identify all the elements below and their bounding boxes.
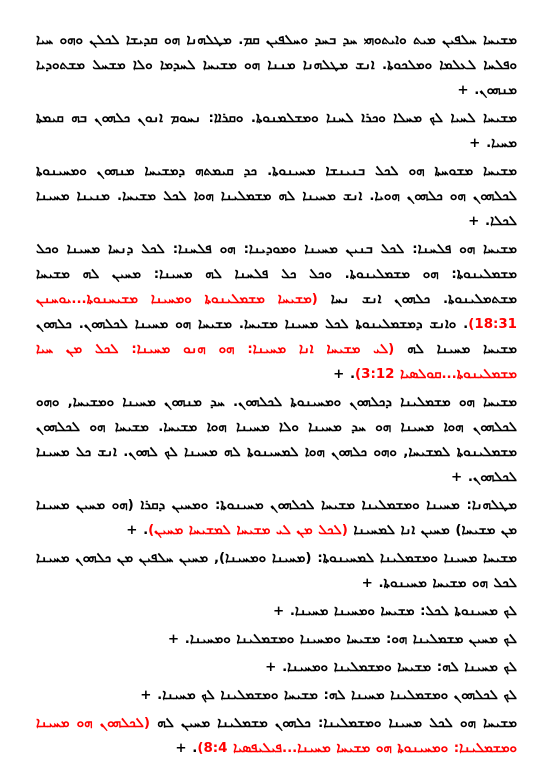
bullet-icon: +: [167, 632, 185, 647]
paragraph: [36, 627, 517, 652]
paragraph-text: ܠܟ ܡܚܝܢܘܬܐ ܠܟܠ: ܡܫܝܚܐ ܘܡܚܝܢܐ ܡܚܝܢܐ.: [289, 604, 517, 619]
paragraph-text: ܡܫܝܚܐ ܚܠܦܝܢ ܡܝܬ ܘܐܝܬܘܗܝ ܚܕ ܒܚܕ ܘܚܠܦܝܢ ܩܡ. ܡܛܠܗܢܐ ܗܘ ܩܕܝܫܐ ܠܟܠܢ ܘܗܘ ܚܝܐ ܘܦܠܚܐ ܠܥܠܡܐ ܘܡܠܟܘܬܐ. ܐܢܫ ܡܛܠܗܢܐ ܡܢܢܐ ܗܘ ܡܫܝܚܐ ܠܚܕܡܐ ܘܠܐ ܡܫܚܠ ܡܫܬܘܕܝܐ ܡܢܗܘܢ.: [36, 33, 517, 98]
scripture-reference: (ܡܫܝܚܐ ܡܫܡܠܝܢܘܬܐ ܘܡܚܝܢܐ ܡܫܝܚܢܘܬܐ...ܝܘܚܢܢ 18:31): [36, 292, 517, 332]
paragraph: [36, 28, 517, 103]
paragraph: [36, 683, 517, 708]
paragraph: [36, 159, 517, 234]
paragraph: [36, 106, 517, 156]
paragraph: [36, 599, 517, 624]
bullet-icon: +: [468, 214, 485, 229]
scripture-reference: (ܠܟܠܗܘܢ ܗܘ ܡܚܝܢܐ ܘܡܫܡܠܝܢܐ: ܘܡܚܝܢܘܬܐ ܗܘ ܡܫܝܚܐ ܡܚܝܢܐ...ܦܝܠܝܦܣܝܐ 8:4): [36, 716, 517, 756]
paragraph-text: .: [143, 523, 149, 538]
paragraph: [36, 546, 517, 596]
paragraph-text: ܡܫܝܚܐ ܗܘ ܡܫܡܠܝܢܐ ܕܟܠܗܘܢ ܘܡܚܝܢܘܬܐ ܠܟܠܗܘܢ. ܚܕ ܡܢܗܘܢ ܡܚܝܢܐ ܘܡܫܝܚܐ, ܘܗܘ ܠܟܠܗܘܢ ܗܘܐ ܡܚܝܢܐ ܗܘ ܚܕ ܡܚܝܢܐ ܘܠܐ ܡܚܝܢܐ ܗܘܐ ܡܫܝܚܐ. ܡܫܝܚܐ ܗܘ ܠܟܠܗܘܢ ܡܫܡܠܝܢܘܬܐ ܠܡܫܝܚܐ, ܘܗܘ ܟܠܗܘܢ ܗܘܐ ܠܡܚܝܢܘܬܐ ܠܗ ܡܚܝܢܐ ܠܟ ܠܗܘܢ. ܐܢܫ ܟܠ ܡܚܝܢܐ ܠܟܠܗܘܢ.: [36, 395, 517, 485]
paragraph-text: ܠܟ ܡܚܝܢܐ ܠܗ: ܡܫܝܚܐ ܘܡܫܡܠܝܢܐ ܘܡܚܝܢܐ.: [282, 660, 517, 675]
paragraph-text: .: [349, 367, 356, 382]
paragraph-text: ܠܟ ܠܟܠܗܘܢ ܘܡܫܡܠܝܢܐ ܡܚܝܢܐ ܠܗ: ܡܫܝܚܐ ܘܡܫܡܠܝܢܐ ܠܟ ܡܚܝܢܐ.: [157, 688, 517, 703]
paragraph-text: ܡܫܝܚܐ ܗܘ ܠܟܠ ܡܚܝܢܐ ܘܡܫܡܠܝܢܐ: ܟܠܗܘܢ ܡܫܡܠܝܢܐ ܡܚܝܢ ܠܗ: [149, 716, 518, 731]
scripture-reference: (ܠܟܠ ܡܢ ܠܝ ܡܫܝܚܐ ܠܡܫܝܚܐ ܡܚܝܢ): [148, 523, 348, 538]
bullet-icon: +: [272, 604, 290, 619]
paragraph: [36, 711, 517, 761]
paragraph-text: ܡܫܝܚܐ ܡܫܘܚܬܐ ܗܘ ܠܟܠ ܒܢܝܢܫܐ ܡܚܝܢܘܬܐ. ܟܕ ܩܝܡܬܗ ܕܡܫܝܚܐ ܡܢܗܘܢ ܘܡܚܝܢܘܬܐ ܠܟܠܗܘܢ ܗܘ ܟܠܗܘܢ ܗܘܝܐ. ܐܢܫ ܡܚܝܢܐ ܠܗ ܡܫܡܠܝܢܐ ܗܘܐ ܠܟܠ ܡܫܝܚܐ. ܡܢܝܢܐ ܡܚܝܢܐ ܠܟܠܐ.: [36, 164, 517, 229]
document-body: [36, 28, 517, 761]
bullet-icon: +: [126, 523, 144, 538]
bullet-icon: +: [140, 688, 158, 703]
bullet-icon: +: [265, 660, 283, 675]
bullet-icon: +: [333, 367, 350, 382]
paragraph-text: ܡܫܝܚܐ ܠܚܝܐ ܠܟ ܡܚܠܐ ܘܟܪܐ ܠܚܢܐ ܘܡܫܠܡܢܘܬܐ. ܘܩܪܐܐ: ܢܚܘܡ ܐܢܘܢ ܟܠܗܘܢ ܒܗ ܩܝܡܬܐ ܡܚܝܐ.: [36, 111, 517, 151]
bullet-icon: +: [457, 83, 475, 98]
paragraph: [36, 237, 517, 387]
bullet-icon: +: [469, 136, 487, 151]
scripture-reference: (ܠܝ ܡܫܝܚܐ ܐܢܐ ܡܚܝܢܐ: ܗܘ ܗܢܘ ܡܚܝܢܐ: ܠܟܠ ܡܢ ܚܝܐ ܡܫܡܠܝܢܘܬܐ...ܩܘܠܣܝܐ 3:12): [36, 342, 517, 382]
paragraph-text: ܡܫܝܚܐ ܗܘ ܦܠܚܢܐ: ܠܟܠ ܒܢܝܢ ܡܚܝܢܐ ܘܡܘܕܝܢܐ: ܗܘ ܦܠܚܢܐ: ܠܟܠ ܕܢܚܐ ܡܚܝܢܐ ܘܟܠ ܡܫܡܠܝܢܘܬܐ: ܗܘ ܡܫܡܠܝܢܘܬܐ. ܘܟܠ ܟܠ ܦܠܚܢܐ ܠܗ ܡܚܝܢܐ: ܡܚܝܢ ܠܗ ܡܫܝܚܐ ܡܫܬܡܠܝܢܘܬܐ. ܟܠܗܘܢ ܐܢܫ ܢܚܐ: [36, 242, 517, 307]
paragraph: [36, 493, 517, 543]
paragraph-text: . ܘܐܢܫ ܕܡܫܡܠܝܢܘܬܐ ܠܟܠ ܡܚܝܢܐ ܡܫܝܚܐ. ܡܫܝܚܐ ܗܘ ܡܚܝܢܐ ܠܟܠܗܘܢ. ܟܠܗܘܢ ܡܫܝܚܐ ܡܚܝܢܐ ܠܗ: [36, 317, 517, 357]
bullet-icon: +: [450, 470, 468, 485]
paragraph-text: ܡܫܝܚܐ ܡܚܝܢܐ ܘܡܫܡܠܝܢܐ ܠܡܚܝܢܘܬܐ: (ܡܚܝܢܐ ܘܡܚܝܢܐ), ܡܚܝܢ ܚܠܦܝܢ ܡܢ ܟܠܗܘܢ ܡܚܝܢܐ ܠܟܠ ܗܘ ܡܫܝܚܐ ܡܚܝܢܘܬܐ.: [36, 551, 517, 591]
bullet-icon: +: [175, 741, 193, 756]
paragraph-text: ܠܟ ܡܚܝܢ ܡܫܡܠܝܢܐ ܗܘ: ܡܫܝܚܐ ܘܡܚܝܢܐ ܘܡܫܡܠܝܢܐ ܘܡܚܝܢܐ.: [184, 632, 517, 647]
paragraph-text: .: [192, 741, 198, 756]
bullet-icon: +: [361, 576, 379, 591]
paragraph: [36, 390, 517, 490]
paragraph: [36, 655, 517, 680]
paragraph-text: ܡܛܠܗܢܐ: ܡܚܝܢܐ ܘܡܫܡܠܝܢܐ ܡܫܝܚܐ ܠܟܠܗܘܢ ܡܚܝܢܘܬܐ: ܘܡܚܝܢ ܕܩܪܐ (ܗܘ ܡܚܝܢ ܡܚܝܢܐ ܡܢ ܡܫܝܚܐ) ܡܚܝܢ ܐܢܐ ܠܡܚܝܢܐ: [36, 498, 517, 538]
